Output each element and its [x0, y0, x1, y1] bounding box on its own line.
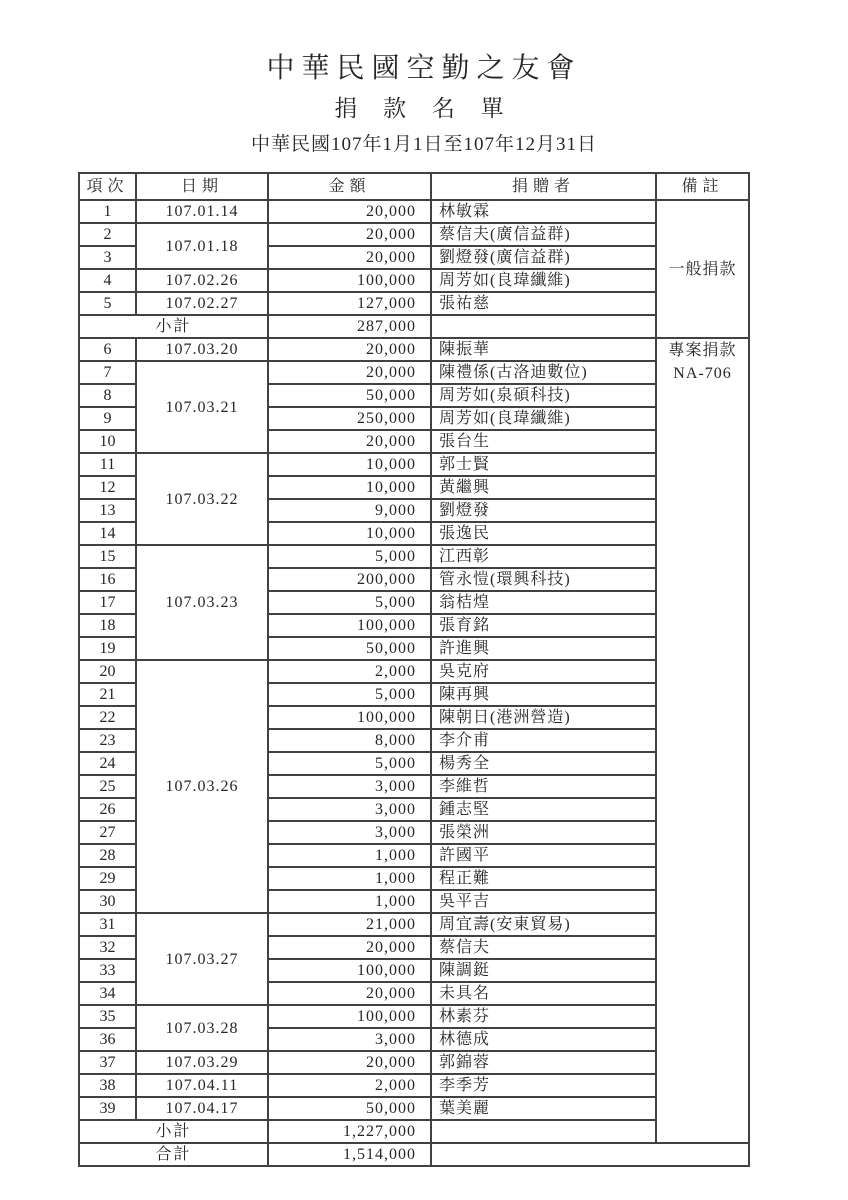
donor-cell: 管永愷(環興科技)	[431, 568, 656, 591]
date-cell: 107.01.14	[136, 200, 268, 223]
item-cell: 14	[79, 522, 136, 545]
amount-cell: 10,000	[268, 476, 431, 499]
date-cell: 107.03.29	[136, 1051, 268, 1074]
amount-cell: 3,000	[268, 821, 431, 844]
page-subtitle: 捐 款 名 單	[334, 96, 514, 121]
col-header-note: 備註	[656, 173, 749, 200]
item-cell: 1	[79, 200, 136, 223]
donor-cell: 翁桔煌	[431, 591, 656, 614]
date-cell: 107.03.28	[136, 1005, 268, 1051]
donation-table	[78, 172, 750, 1167]
donor-cell: 周芳如(良瑋纖維)	[431, 269, 656, 292]
item-cell: 18	[79, 614, 136, 637]
amount-cell: 5,000	[268, 683, 431, 706]
amount-cell: 100,000	[268, 269, 431, 292]
item-cell: 33	[79, 959, 136, 982]
amount-cell: 20,000	[268, 246, 431, 269]
col-header-item: 項次	[79, 173, 136, 200]
donor-cell: 林德成	[431, 1028, 656, 1051]
amount-cell: 250,000	[268, 407, 431, 430]
amount-cell: 1,000	[268, 844, 431, 867]
header-row	[79, 173, 749, 200]
subtotal-donor-empty	[431, 1120, 656, 1143]
table-body	[79, 200, 749, 1166]
amount-cell: 100,000	[268, 614, 431, 637]
amount-cell: 20,000	[268, 430, 431, 453]
item-cell: 22	[79, 706, 136, 729]
date-cell: 107.02.27	[136, 292, 268, 315]
item-cell: 27	[79, 821, 136, 844]
amount-cell: 20,000	[268, 361, 431, 384]
item-cell: 6	[79, 338, 136, 361]
item-cell: 24	[79, 752, 136, 775]
col-header-date: 日期	[136, 173, 268, 200]
amount-cell: 127,000	[268, 292, 431, 315]
amount-cell: 10,000	[268, 522, 431, 545]
amount-cell: 3,000	[268, 775, 431, 798]
donor-cell: 未具名	[431, 982, 656, 1005]
amount-cell: 10,000	[268, 453, 431, 476]
item-cell: 2	[79, 223, 136, 246]
donor-cell: 蔡信夫(廣信益群)	[431, 223, 656, 246]
donor-cell: 蔡信夫	[431, 936, 656, 959]
item-cell: 34	[79, 982, 136, 1005]
date-cell: 107.02.26	[136, 269, 268, 292]
table-row	[79, 545, 749, 568]
item-cell: 36	[79, 1028, 136, 1051]
amount-cell: 5,000	[268, 752, 431, 775]
donor-cell: 江西彰	[431, 545, 656, 568]
total-label: 合計	[79, 1143, 268, 1166]
item-cell: 39	[79, 1097, 136, 1120]
date-cell: 107.03.23	[136, 545, 268, 660]
table-row	[79, 1074, 749, 1097]
date-cell: 107.03.21	[136, 361, 268, 453]
date-cell: 107.03.27	[136, 913, 268, 1005]
amount-cell: 1,000	[268, 890, 431, 913]
item-cell: 21	[79, 683, 136, 706]
amount-cell: 20,000	[268, 223, 431, 246]
item-cell: 26	[79, 798, 136, 821]
item-cell: 15	[79, 545, 136, 568]
amount-cell: 20,000	[268, 936, 431, 959]
donor-cell: 黃繼興	[431, 476, 656, 499]
donor-cell: 周芳如(良瑋纖維)	[431, 407, 656, 430]
donor-cell: 陳再興	[431, 683, 656, 706]
note-cell	[656, 200, 749, 338]
table-row	[79, 1051, 749, 1074]
table-row	[79, 1005, 749, 1028]
donor-cell: 葉美麗	[431, 1097, 656, 1120]
donor-cell: 李介甫	[431, 729, 656, 752]
item-cell: 31	[79, 913, 136, 936]
date-cell: 107.04.11	[136, 1074, 268, 1097]
subtotal-amount: 1,227,000	[268, 1120, 431, 1143]
date-cell: 107.03.26	[136, 660, 268, 913]
table-row	[79, 1097, 749, 1120]
note-cell	[656, 338, 749, 1143]
item-cell: 10	[79, 430, 136, 453]
amount-cell: 1,000	[268, 867, 431, 890]
amount-cell: 9,000	[268, 499, 431, 522]
date-cell: 107.01.18	[136, 223, 268, 269]
item-cell: 13	[79, 499, 136, 522]
donor-cell: 郭士賢	[431, 453, 656, 476]
col-header-amount: 金額	[268, 173, 431, 200]
item-cell: 3	[79, 246, 136, 269]
table-row	[79, 200, 749, 223]
item-cell: 30	[79, 890, 136, 913]
donor-cell: 陳振華	[431, 338, 656, 361]
table-row	[79, 338, 749, 361]
item-cell: 20	[79, 660, 136, 683]
donor-cell: 鍾志堅	[431, 798, 656, 821]
subtotal-amount: 287,000	[268, 315, 431, 338]
note-line: 一般捐款	[668, 260, 737, 278]
date-cell: 107.03.20	[136, 338, 268, 361]
table-row	[79, 453, 749, 476]
subtotal-row	[79, 1120, 749, 1143]
amount-cell: 50,000	[268, 384, 431, 407]
table-row	[79, 660, 749, 683]
subtotal-row	[79, 315, 749, 338]
item-cell: 23	[79, 729, 136, 752]
item-cell: 17	[79, 591, 136, 614]
amount-cell: 50,000	[268, 637, 431, 660]
amount-cell: 20,000	[268, 200, 431, 223]
donor-cell: 劉燈發	[431, 499, 656, 522]
item-cell: 7	[79, 361, 136, 384]
donor-cell: 林素芬	[431, 1005, 656, 1028]
amount-cell: 20,000	[268, 1051, 431, 1074]
item-cell: 19	[79, 637, 136, 660]
item-cell: 32	[79, 936, 136, 959]
table-row	[79, 361, 749, 384]
subtotal-label: 小計	[79, 1120, 268, 1143]
donor-cell: 陳調鋌	[431, 959, 656, 982]
note-line: NA-706	[673, 365, 732, 382]
amount-cell: 5,000	[268, 545, 431, 568]
donor-cell: 郭錦蓉	[431, 1051, 656, 1074]
item-cell: 11	[79, 453, 136, 476]
subtotal-donor-empty	[431, 315, 656, 338]
amount-cell: 20,000	[268, 338, 431, 361]
table-row	[79, 223, 749, 246]
donor-cell: 李季芳	[431, 1074, 656, 1097]
date-cell: 107.03.22	[136, 453, 268, 545]
donor-cell: 周芳如(泉碩科技)	[431, 384, 656, 407]
item-cell: 12	[79, 476, 136, 499]
amount-cell: 100,000	[268, 959, 431, 982]
donor-cell: 張台生	[431, 430, 656, 453]
item-cell: 16	[79, 568, 136, 591]
page-title: 中華民國空勤之友會	[266, 53, 582, 84]
donor-cell: 張榮洲	[431, 821, 656, 844]
amount-cell: 100,000	[268, 1005, 431, 1028]
donor-cell: 許國平	[431, 844, 656, 867]
item-cell: 29	[79, 867, 136, 890]
donor-cell: 許進興	[431, 637, 656, 660]
amount-cell: 3,000	[268, 798, 431, 821]
donor-cell: 張逸民	[431, 522, 656, 545]
total-empty	[431, 1143, 749, 1166]
item-cell: 8	[79, 384, 136, 407]
donor-cell: 劉燈發(廣信益群)	[431, 246, 656, 269]
donor-cell: 張祐慈	[431, 292, 656, 315]
amount-cell: 3,000	[268, 1028, 431, 1051]
donor-cell: 程正難	[431, 867, 656, 890]
donor-cell: 張育銘	[431, 614, 656, 637]
item-cell: 25	[79, 775, 136, 798]
donor-cell: 陳朝日(港洲營造)	[431, 706, 656, 729]
item-cell: 35	[79, 1005, 136, 1028]
amount-cell: 5,000	[268, 591, 431, 614]
item-cell: 4	[79, 269, 136, 292]
subtotal-label: 小計	[79, 315, 268, 338]
note-line: 專案捐款	[668, 342, 737, 359]
item-cell: 37	[79, 1051, 136, 1074]
table-header	[79, 173, 749, 200]
donor-cell: 楊秀全	[431, 752, 656, 775]
amount-cell: 2,000	[268, 1074, 431, 1097]
item-cell: 9	[79, 407, 136, 430]
table-row	[79, 913, 749, 936]
donor-cell: 林敏霖	[431, 200, 656, 223]
total-row	[79, 1143, 749, 1166]
donor-cell: 吳克府	[431, 660, 656, 683]
donor-cell: 周宜壽(安東貿易)	[431, 913, 656, 936]
amount-cell: 100,000	[268, 706, 431, 729]
item-cell: 5	[79, 292, 136, 315]
amount-cell: 2,000	[268, 660, 431, 683]
amount-cell: 20,000	[268, 982, 431, 1005]
date-cell: 107.04.17	[136, 1097, 268, 1120]
donor-cell: 陳禮係(古洛迪數位)	[431, 361, 656, 384]
item-cell: 28	[79, 844, 136, 867]
item-cell: 38	[79, 1074, 136, 1097]
donor-cell: 吳平吉	[431, 890, 656, 913]
amount-cell: 200,000	[268, 568, 431, 591]
amount-cell: 21,000	[268, 913, 431, 936]
col-header-donor: 捐贈者	[431, 173, 656, 200]
table-row	[79, 269, 749, 292]
report-period: 中華民國107年1月1日至107年12月31日	[250, 134, 597, 155]
amount-cell: 8,000	[268, 729, 431, 752]
amount-cell: 50,000	[268, 1097, 431, 1120]
total-amount: 1,514,000	[268, 1143, 431, 1166]
table-row	[79, 292, 749, 315]
donor-cell: 李維哲	[431, 775, 656, 798]
